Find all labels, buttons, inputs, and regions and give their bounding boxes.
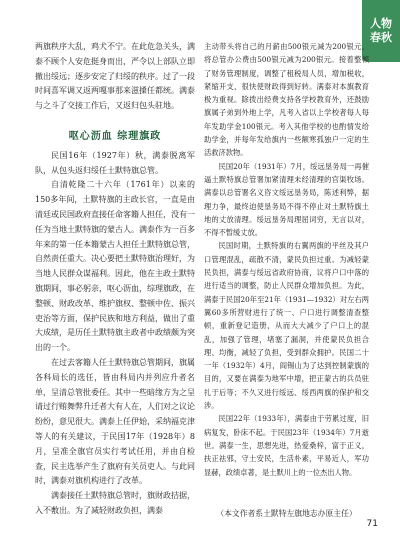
section-title-text: 呕心沥血 综理旗政 [68, 130, 162, 142]
section-title [35, 130, 195, 145]
body-paragraph: 自清乾隆二十六年（1761年）以来的150多年间，土默特旗的主政长官，一直是由清廷或民国政府直接任命客籍人担任，没有一任为当地土默特旗的蒙古人。满泰作为一百多年来的第一任本籍蒙古人担任土默特旗总管，自然责任重大。决心要把土默特旗治理好，为当地人民群众谋福利。因此，他在主政土默特旗期间，事必躬亲，呕心沥血，综理旗政，在整顿、财政改革、维护旗权、整顿中佐、振兴吏治等方面，保护民族和地方利益，做出了重大成绩，是历任土默特旗主政者中政绩颇为突出的一个。 [35, 180, 195, 353]
right-column [204, 40, 369, 479]
section-tab-line-2: 春秋 [370, 31, 392, 44]
body-paragraph: 民国22年（1933年），满泰由于劳累过度，旧病复发，卧床不起。于民国23年（1934年）7月逝世。满泰一生，思想先进，热爱桑梓，富于正义，扶正祛邪，守土安民，生活朴素，平易近人，军功显赫，政绩卓著，是土默川上的一位杰出人物。 [204, 414, 369, 477]
intro-paragraph: 两旗秩序大乱，鸡犬不宁。在此危急关头，满泰不顾个人安危挺身而出，严令以上部队立即撤出绥远；逐步安定了归绥的秩序。过了一段时间喜军调又返两嘎事那来滋搡任都统。满泰与之斗了交接工作后，又返归包头驻地。 [35, 42, 195, 111]
body-paragraph: 主动带头将自己的月薪由500银元减为200银元，将总管办公费由500银元减为200银元。接着整顿了财务管理制度，调整了租税局人员，增加税收，紧缩开支，很快使财政得到好转。满泰对本旗教育极为重视。除拨出经费支持各学校教育外，还鼓励旗属子弟到外地上学，凡考入省以上学校者每人每年发助学金100银元。考入其他学校的也酌情发给助学金，并每年发给旗内一些额寒孤独户一定的生活救济款物。 [204, 42, 369, 158]
page-number: 71 [366, 519, 378, 529]
section-tab-line-1: 人物 [370, 17, 392, 30]
body-paragraph: 民国时期，土默特旗的右翼两旗的平丝及其户口管理混乱，疏散不清，蒙民负担过重。为减轻蒙民负担，满泰与绥远省政府协商，议将户口中落的进行适当的调整，防止人民群众增加负担。为此，满泰于民国20年至21年（1931—1932）对左右两翼60多所营财进行了统一、户口进行调整清查整顿，重新登记造册，从而大大减少了户口上的混乱，加强了管理，堵塞了漏洞，并使蒙民负担合理、均衡，减轻了负担，受到群众拥护。民国二十一年（1932年）4月，阎锡山为了达到控制蒙旗的目的，又要在满泰为地军中增，把正蒙古的兵员驻扎于后等；不久又进行绥远、绥西两旗的保护和交涉。 [204, 241, 369, 411]
author-note: （本文作者系土默特左旗地志办原主任） [216, 509, 357, 518]
left-column [35, 40, 195, 519]
body-paragraph: 民国16年（1927年）秋，满泰脱离军队，从包头返归绥任土默特旗总管。 [35, 150, 195, 175]
body-paragraph: 在过去客籍人任土默特旗总管期间，旗属各科局长的选任，皆由科局内并列应升者名单，呈清总管批委任。其中一些暗缘方为之呈请过行贿舞弊升迁者大有人在，人们对之议论纷纷，意见很大。满泰上任伊始，采纳福克津等人的有关建议，于民国17年（1928年）8月，呈准全旗官员实行考试任用，并由自检查，民主选举产生了旗府有关员吏人。与此同时，满泰对旗机构进行了改革。 [35, 357, 195, 486]
body-paragraph: 民国20年（1931年）7月，绥远垦务局一再催逼土默特旗总管署加紧清理未经清理的官渠牧场。满泰以总管署名义咨文绥远垦务局，陈述利弊，据理力争，最终迫使垦务局不得不停止对土默特旗土地的丈放清理。绥远垦务局理屈词穷，无言以对，不得不暂缓丈放。 [204, 161, 369, 238]
body-paragraph: 满泰接任土默特旗总管时，旗财政拮据，入不敷出。为了减轻财政负担，满泰 [35, 491, 195, 515]
